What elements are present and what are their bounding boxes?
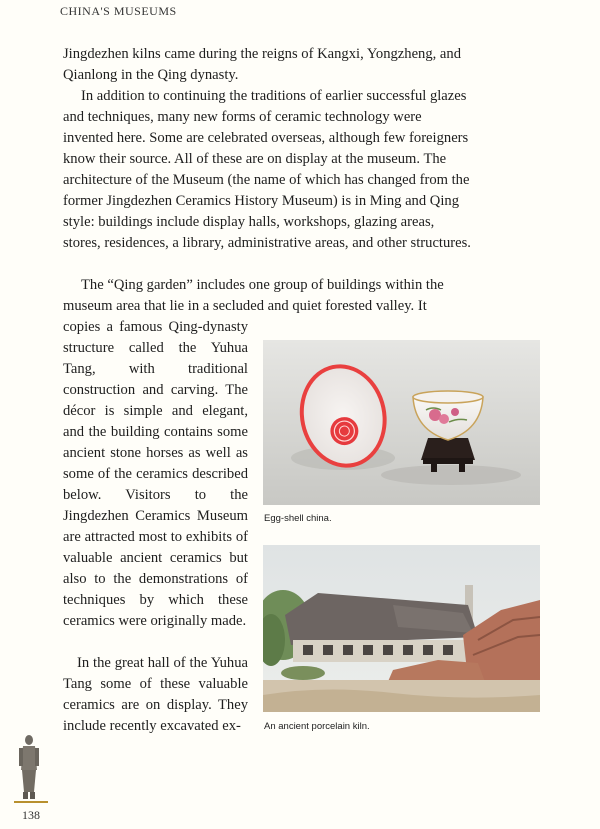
- paragraph-ceramic-technology: In addition to continuing the traditions of earlier successful glazes and techniques, many new forms of ceramic technology were invented here. Some are celebrated overseas, although few foreigners know their source. All of these are on display at the museum. The architecture of the Museum (the name of which has changed from the former Jingdezhen Ceramics History Museum) is in Ming and Qing style: buildings include display halls, workshops, glazing areas, stores, residences, a library, administrative areas, and other structures.: [63, 88, 471, 251]
- page-number: 138: [22, 808, 40, 822]
- paragraph-qing-garden-continued: copies a famous Qing-dynasty structure called the Yuhua Tang, with traditional construction and carving. The décor is simple and elegant, and the building contains some ancient stone horses as well as some of the ceramics described below. Visitors to the Jingdezhen Ceramics Museum are attracted most to exhibits of valuable ancient ceramics but also to the demonstrations of techniques by which these ceramics were originally made.: [63, 319, 248, 629]
- porcelain-kiln-caption: An ancient porcelain kiln.: [264, 721, 370, 732]
- paragraph-qing-garden-intro: The “Qing garden” includes one group of buildings within the museum area that lie in a secluded and quiet forested valley. It: [63, 277, 444, 314]
- terracotta-warrior-icon: [17, 734, 41, 800]
- running-header: CHINA'S MUSEUMS: [60, 4, 177, 18]
- paragraph-yuhua-tang-hall: In the great hall of the Yuhua Tang some of these valuable ceramics are on display. They include recently excavated ex-: [63, 655, 248, 734]
- eggshell-china-photo: [263, 340, 540, 505]
- paragraph-continued: Jingdezhen kilns came during the reigns of Kangxi, Yongzheng, and Qianlong in the Qing dynasty.: [63, 46, 462, 83]
- footer-rule: [14, 801, 48, 803]
- porcelain-kiln-photo: [263, 545, 540, 712]
- eggshell-china-caption: Egg-shell china.: [264, 513, 332, 524]
